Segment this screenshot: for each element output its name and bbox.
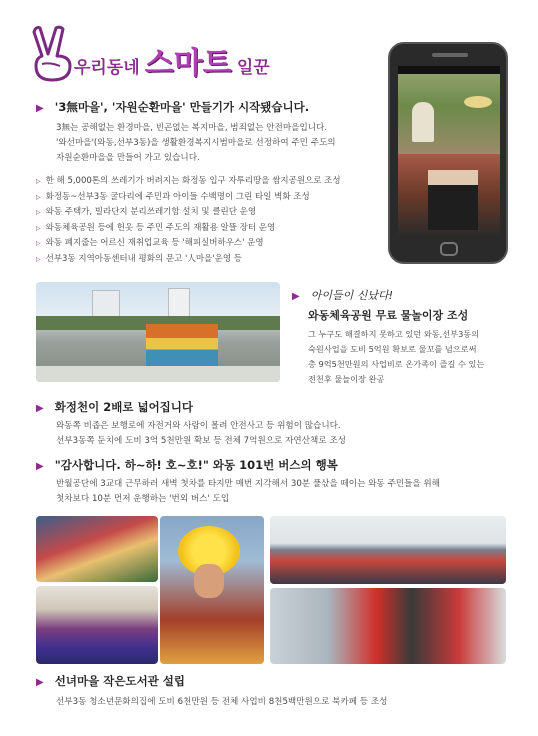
list-item: ▷ 화정동~선부3동 굴다리에 주민과 아이들 수백명이 그린 타일 벽화 조성 bbox=[36, 191, 310, 202]
section1-bullet-list bbox=[36, 174, 416, 267]
section2-title: 와동체육공원 무료 물놀이장 조성 bbox=[308, 309, 469, 322]
list-item: ▷ 한 해 5,000톤의 쓰레기가 버려지는 화정동 입구 자투리땅을 쌈지공원으로 조성 bbox=[36, 176, 341, 186]
victory-hand-icon bbox=[30, 24, 76, 82]
list-item: ▷ 와동 폐지줍는 어르신 재취업교육 등 '해피실버하우스' 운영 bbox=[36, 238, 264, 248]
header-suffix: 일꾼 bbox=[236, 58, 270, 78]
section1-body-line: 자원순환마을을 만들어 가고 있습니다. bbox=[56, 153, 200, 163]
triangle-bullet-icon: ▷ bbox=[36, 255, 41, 263]
section-seonnyeo-library bbox=[36, 670, 516, 710]
event-photo-costume bbox=[160, 516, 264, 664]
section1-body bbox=[56, 121, 396, 166]
section4-body-line: 반월공단에 3교대 근무하러 새벽 첫차를 타지만 매번 지각해서 30분 풀삯을 떼이는 와동 주민들을 위해 bbox=[56, 479, 440, 489]
triangle-bullet-icon: ▷ bbox=[36, 193, 41, 201]
phone-speaker bbox=[432, 53, 468, 57]
list-item: ▷ 선부3동 지역아동센터내 평화의 문고 '人마을'운영 등 bbox=[36, 253, 242, 264]
phone-photo-person bbox=[412, 102, 434, 142]
section4-body-line: 첫차보다 10분 먼저 운행하는 '번외 버스' 도입 bbox=[56, 494, 230, 504]
section4-heading bbox=[36, 454, 526, 473]
water-playground-photo bbox=[36, 282, 280, 382]
phone-photo-people bbox=[428, 170, 478, 230]
section5-heading bbox=[36, 670, 516, 689]
section3-heading bbox=[36, 396, 516, 415]
section3-body-line: 와동쪽 비좁은 보행로에 자전거와 사람이 몰려 안전사고 등 위험이 많습니다. bbox=[56, 421, 341, 431]
section2-body-line: 전천후 물놀이장 완공 bbox=[308, 374, 385, 384]
triangle-bullet-icon: ▶ bbox=[36, 103, 44, 114]
section-hwajeong-stream bbox=[36, 396, 516, 449]
photo-ground bbox=[36, 366, 280, 382]
phone-statusbar bbox=[398, 66, 500, 74]
section2-body bbox=[308, 327, 522, 387]
list-item: ▷ 와동 주택가, 빌라단지 분리쓰레기함 설치 및 클린단 운영 bbox=[36, 207, 257, 217]
event-photo-crowd bbox=[36, 516, 158, 582]
header bbox=[30, 24, 290, 84]
triangle-bullet-icon: ▶ bbox=[292, 291, 300, 302]
event-photo-group bbox=[270, 516, 506, 584]
section4-title: "감사합니다. 하~하! 호~호!" 와동 101번 버스의 행복 bbox=[54, 458, 338, 472]
section-3mu-village bbox=[36, 96, 396, 166]
section1-body-line: 3無는 공해없는 환경마을, 빈곤없는 복지마을, 범죄없는 안전마을입니다. bbox=[56, 123, 328, 133]
section2-body-line: 총 9억5천만원의 사업비로 온가족이 즐길 수 있는 bbox=[308, 359, 485, 369]
section4-body bbox=[56, 477, 526, 507]
section1-body-line: '와선마을'(와동,선부3동)을 생활환경복지시범마을로 선정하여 주민 주도의 bbox=[56, 138, 336, 148]
photo-play-structure bbox=[146, 324, 218, 370]
phone-photo-hat bbox=[464, 96, 492, 108]
section2-italic-title: 아이들이 신났다! bbox=[310, 289, 394, 302]
triangle-bullet-icon: ▷ bbox=[36, 240, 41, 247]
section5-title: 선녀마을 작은도서관 설립 bbox=[54, 674, 186, 688]
section3-title: 화정천이 2배로 넓어집니다 bbox=[54, 400, 194, 414]
section5-body: 선부3동 청소년문화의집에 도비 6천만원 등 전체 사업비 8천5백만원으로 북카페 등 조성 bbox=[56, 697, 388, 707]
triangle-bullet-icon: ▷ bbox=[36, 224, 41, 232]
triangle-bullet-icon: ▷ bbox=[36, 178, 41, 185]
triangle-bullet-icon: ▶ bbox=[36, 461, 44, 472]
section2-italic-heading bbox=[292, 284, 522, 303]
triangle-bullet-icon: ▶ bbox=[36, 677, 44, 688]
section1-heading bbox=[36, 96, 396, 115]
header-big: 스마트 bbox=[144, 46, 232, 81]
section3-body bbox=[56, 419, 516, 449]
header-title bbox=[74, 38, 270, 82]
event-photo-library bbox=[270, 588, 506, 664]
event-photo-performers bbox=[36, 586, 158, 664]
section-water-playground bbox=[292, 284, 522, 387]
phone-home-button[interactable] bbox=[440, 242, 458, 256]
section-bus-101 bbox=[36, 454, 526, 507]
section3-body-line: 선부3동쪽 둔치에 도비 3억 5천만원 확보 등 전체 7억원으로 자연산책로 조성 bbox=[56, 436, 346, 446]
list-item: ▷ 와동체육공원 등에 헌옷 등 주민 주도의 재활용 알뜰 장터 운영 bbox=[36, 222, 276, 233]
triangle-bullet-icon: ▷ bbox=[36, 209, 41, 216]
costume-face bbox=[194, 564, 224, 598]
header-prefix: 우리동네 bbox=[74, 58, 140, 78]
triangle-bullet-icon: ▶ bbox=[36, 403, 44, 414]
section2-body-line: 그 누구도 해결하지 못하고 있던 와동,선부3동의 bbox=[308, 329, 480, 339]
section2-body-line: 숙원사업을 도비 5억원 확보로 물꼬를 넘으로써 bbox=[308, 344, 477, 354]
section1-title: '3無마을', '자원순환마을' 만들기가 시작됐습니다. bbox=[54, 100, 310, 114]
